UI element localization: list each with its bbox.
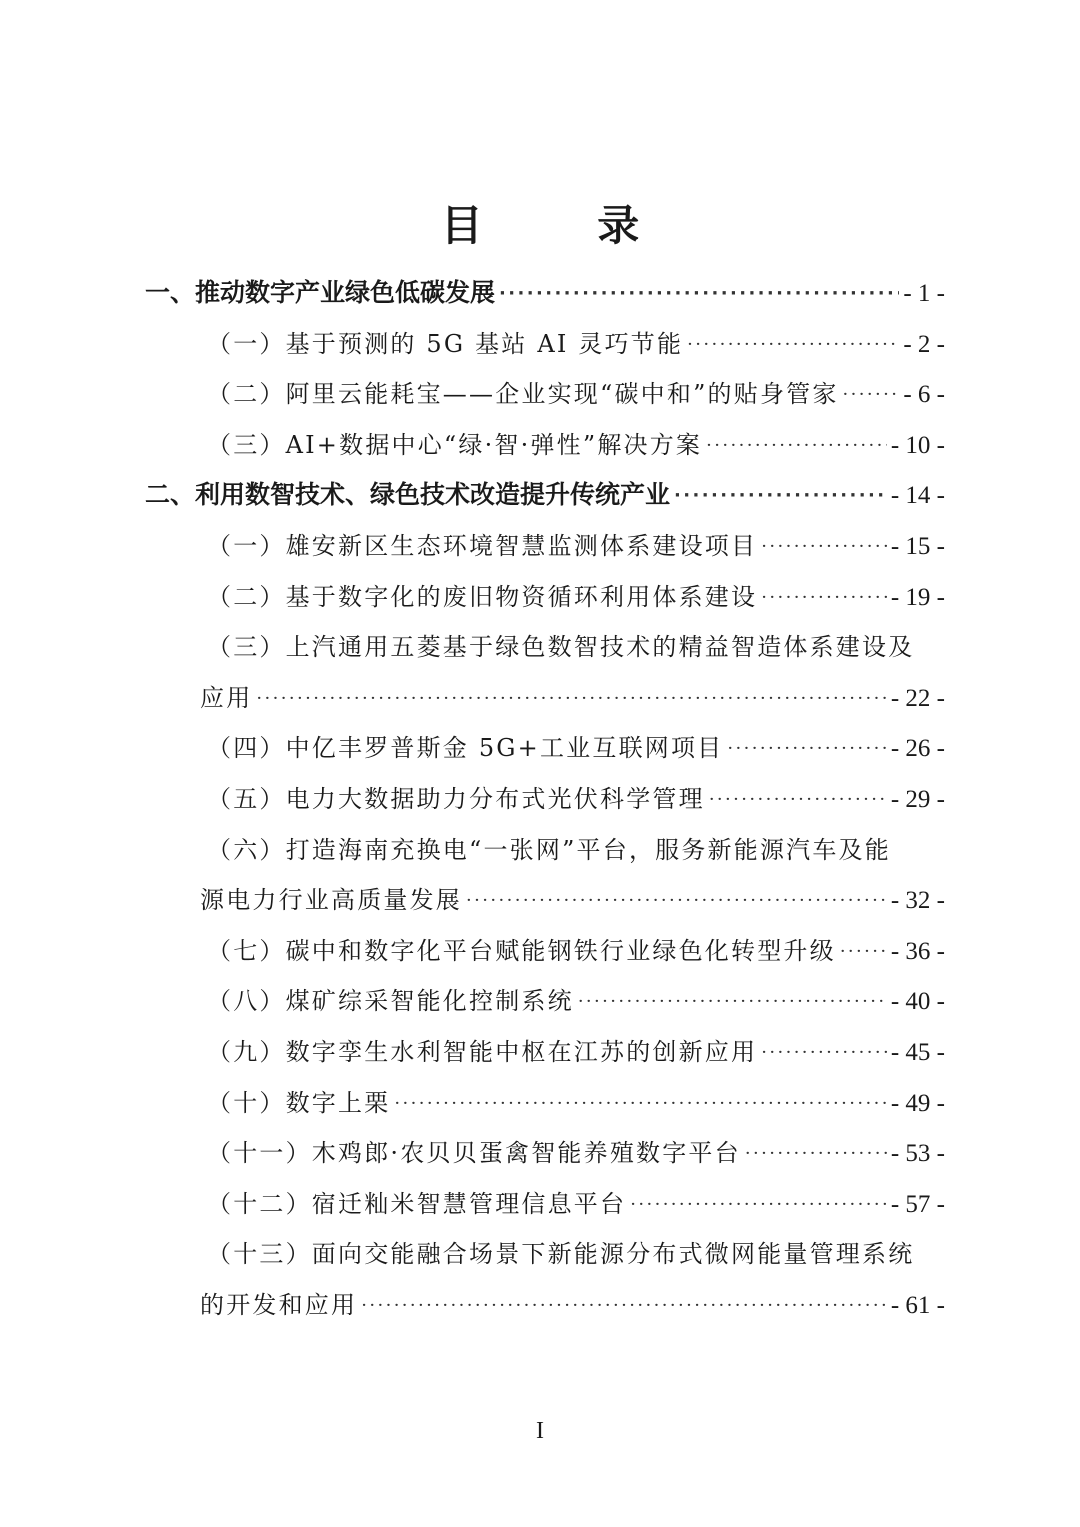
toc-entry-title: （二）阿里云能耗宝——企业实现“碳中和”的贴身管家	[207, 380, 839, 409]
toc-subsection-entry[interactable]	[0, 1078, 1080, 1129]
toc-page-number: - 10 -	[890, 431, 945, 459]
toc-subsection-entry[interactable]	[0, 369, 1080, 420]
toc-entry-title: （五）电力大数据助力分布式光伏科学管理	[207, 784, 705, 813]
toc-subsection-entry[interactable]	[0, 976, 1080, 1027]
toc-subsection-entry[interactable]	[0, 774, 1080, 825]
toc-entry-title-continued: 应用	[200, 683, 253, 712]
toc-subsection-entry[interactable]	[0, 319, 1080, 370]
toc-leader-dots	[674, 471, 887, 522]
toc-leader-dots	[745, 1129, 887, 1180]
page-title: 目 录	[440, 201, 690, 250]
toc-leader-dots	[761, 522, 887, 573]
toc-leader-dots	[256, 674, 886, 725]
toc-page-number: - 57 -	[890, 1190, 945, 1218]
toc-leader-dots	[706, 421, 887, 472]
toc-entry-title: （一）雄安新区生态环境智慧监测体系建设项目	[207, 531, 758, 560]
toc-leader-dots	[578, 977, 887, 1028]
toc-leader-dots	[843, 370, 900, 421]
toc-page-number: - 29 -	[890, 785, 945, 813]
toc-entry-title: （十三）面向交能融合场景下新能源分布式微网能量管理系统	[207, 1240, 915, 1269]
toc-page-number: - 53 -	[890, 1140, 945, 1168]
toc-page-number: - 2 -	[903, 330, 945, 358]
toc-section-entry[interactable]	[0, 470, 1080, 521]
toc-entry-title: （九）数字孪生水利智能中枢在江苏的创新应用	[207, 1037, 758, 1066]
toc-page-number: - 15 -	[890, 532, 945, 560]
toc-page-number: - 61 -	[890, 1291, 945, 1319]
toc-page-number: - 22 -	[890, 684, 945, 712]
toc-subsection-entry[interactable]	[0, 622, 1080, 723]
toc-entry-title: （一）基于预测的 5G 基站 AI 灵巧节能	[207, 329, 684, 358]
toc-entry-title: （八）煤矿综采智能化控制系统	[207, 987, 574, 1016]
toc-leader-dots	[761, 573, 887, 624]
toc-subsection-entry[interactable]	[0, 1179, 1080, 1230]
toc-entry-title: （四）中亿丰罗普斯金 5G+工业互联网项目	[207, 734, 724, 763]
toc-page-number: - 40 -	[890, 988, 945, 1016]
toc-entry-title: （十一）木鸡郎·农贝贝蛋禽智能养殖数字平台	[207, 1139, 741, 1168]
toc-leader-dots	[709, 775, 887, 826]
toc-page-number: - 49 -	[890, 1089, 945, 1117]
toc-entry-title: （七）碳中和数字化平台赋能钢铁行业绿色化转型升级	[207, 936, 836, 965]
toc-leader-dots	[466, 876, 887, 927]
toc-page-number: - 26 -	[890, 735, 945, 763]
toc-page-number: - 36 -	[890, 937, 945, 965]
toc-subsection-entry[interactable]	[0, 1128, 1080, 1179]
toc-entry-title: 二、利用数智技术、绿色技术改造提升传统产业	[145, 480, 671, 510]
toc-leader-dots	[630, 1180, 887, 1231]
toc-subsection-entry[interactable]	[0, 825, 1080, 926]
toc-page-number: - 6 -	[903, 381, 945, 409]
page-number: I	[536, 1418, 544, 1444]
toc-leader-dots	[361, 1281, 887, 1332]
toc-leader-dots	[499, 269, 899, 320]
table-of-contents	[0, 268, 1080, 1330]
toc-entry-title: （三）AI+数据中心“绿·智·弹性”解决方案	[207, 430, 703, 459]
toc-entry-title-continued: 的开发和应用	[200, 1290, 358, 1319]
toc-subsection-entry[interactable]	[0, 926, 1080, 977]
toc-entry-title: （十二）宿迁籼米智慧管理信息平台	[207, 1189, 627, 1218]
toc-subsection-entry[interactable]	[0, 420, 1080, 471]
toc-entry-title: 一、推动数字产业绿色低碳发展	[145, 278, 496, 307]
toc-leader-dots	[687, 320, 899, 371]
toc-entry-title: （十）数字上栗	[207, 1088, 391, 1117]
toc-page-number: - 45 -	[890, 1038, 945, 1066]
toc-leader-dots	[727, 724, 886, 775]
toc-subsection-entry[interactable]	[0, 1027, 1080, 1078]
toc-entry-title: （六）打造海南充换电“一张网”平台，服务新能源汽车及能	[207, 835, 891, 864]
toc-page-number: - 32 -	[890, 887, 945, 915]
toc-subsection-entry[interactable]	[0, 723, 1080, 774]
toc-page-number: - 19 -	[890, 583, 945, 611]
toc-subsection-entry[interactable]	[0, 572, 1080, 623]
toc-leader-dots	[840, 927, 887, 978]
toc-entry-title: （二）基于数字化的废旧物资循环利用体系建设	[207, 582, 758, 611]
toc-section-entry[interactable]	[0, 268, 1080, 319]
toc-entry-title: （三）上汽通用五菱基于绿色数智技术的精益智造体系建设及	[207, 633, 915, 662]
toc-subsection-entry[interactable]	[0, 1229, 1080, 1330]
toc-subsection-entry[interactable]	[0, 521, 1080, 572]
toc-page-number: - 1 -	[903, 280, 945, 307]
toc-page-number: - 14 -	[890, 482, 945, 510]
toc-leader-dots	[394, 1079, 886, 1130]
toc-entry-title-continued: 源电力行业高质量发展	[200, 886, 462, 915]
toc-leader-dots	[761, 1028, 887, 1079]
